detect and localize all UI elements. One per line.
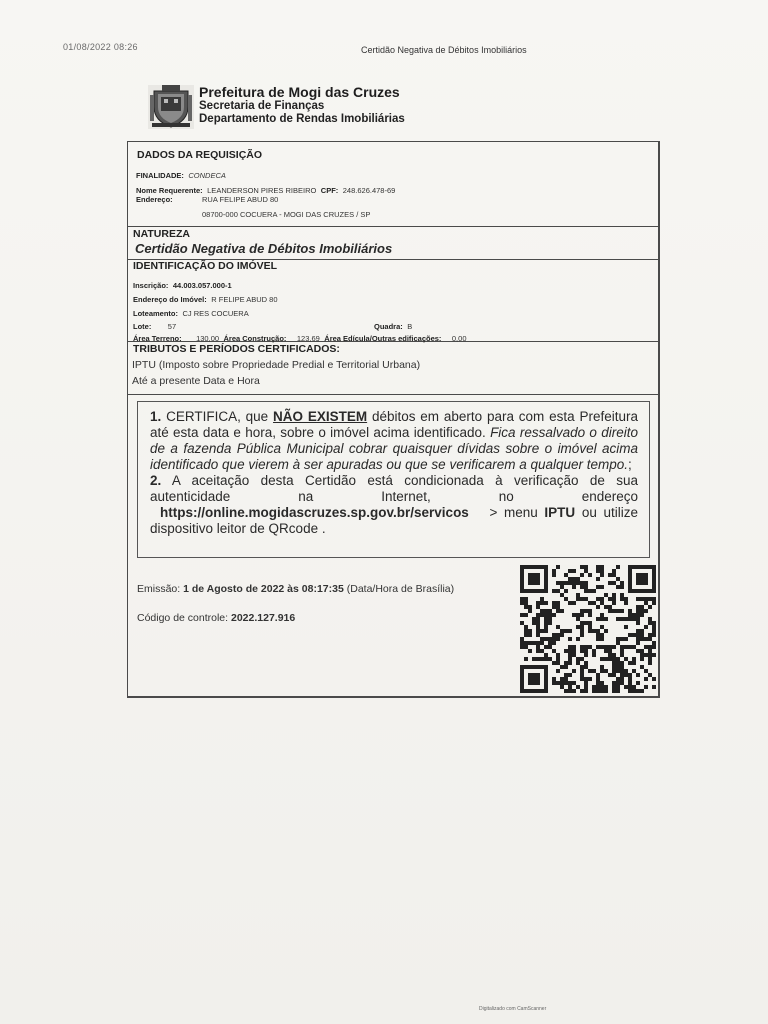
scanner-footer: Digitalizado com CamScanner bbox=[479, 1006, 547, 1012]
tributos-heading: TRIBUTOS E PERÍODOS CERTIFICADOS: bbox=[133, 343, 340, 355]
tributos-line2: Até a presente Data e Hora bbox=[132, 375, 260, 387]
item-1-number: 1. bbox=[150, 409, 162, 424]
controle-value: 2022.127.916 bbox=[230, 612, 296, 624]
controle-label: Código de controle: bbox=[137, 612, 229, 624]
item-1-text-c: débitos em aberto para com esta Prefeitura até esta data e hora, sobre o imóvel acima identificado. bbox=[150, 409, 638, 440]
lote-label: Lote: bbox=[133, 322, 152, 331]
quadra-label: Quadra: bbox=[374, 322, 403, 331]
loteamento-value: CJ RES COCUERA bbox=[182, 309, 249, 318]
org-departamento: Departamento de Rendas Imobiliárias bbox=[199, 113, 405, 126]
controle-line bbox=[137, 612, 295, 624]
section-requisicao bbox=[128, 142, 658, 227]
emissao-line bbox=[137, 583, 454, 595]
area-terreno-label: Área Terreno: bbox=[133, 334, 182, 343]
item-1-nao-existem: NÃO EXISTEM bbox=[273, 409, 368, 424]
requerente-value: LEANDERSON PIRES RIBEIRO bbox=[207, 186, 317, 195]
tributos-line1: IPTU (Imposto sobre Propriedade Predial e Territorial Urbana) bbox=[132, 359, 421, 371]
section-tributos bbox=[128, 341, 658, 395]
emissao-suffix: (Data/Hora de Brasília) bbox=[346, 583, 455, 595]
endereco-imovel-label: Endereço do Imóvel: bbox=[133, 295, 207, 304]
requerente-label: Nome Requerente: bbox=[136, 186, 203, 195]
emissao-value: 1 de Agosto de 2022 às 08:17:35 bbox=[183, 583, 344, 595]
endereco-imovel-value: R FELIPE ABUD 80 bbox=[211, 295, 278, 304]
validation-url-link[interactable]: https://online.mogidascruzes.sp.gov.br/servicos bbox=[160, 505, 469, 520]
item-2-text-a: A aceitação desta Certidão está condicionada à verificação de sua autenticidade na Internet, no endereço bbox=[150, 473, 638, 504]
item-1-ressalva: Fica ressalvado o direito de a fazenda Pública Municipal cobrar quaisquer dívidas sobre o imóvel acima identificado que vierem à ser apuradas ou que se verificarem a qualquer tempo. bbox=[150, 425, 638, 472]
area-construcao-value: 123,69 bbox=[296, 334, 320, 343]
natureza-heading: NATUREZA bbox=[133, 228, 190, 240]
item-2-menu: > menu bbox=[489, 505, 538, 520]
cpf-value: 248.626.478-69 bbox=[342, 186, 396, 195]
item-1-end: ; bbox=[628, 457, 632, 472]
item-2-text-d: ou utilize dispositivo leitor de QRcode . bbox=[150, 505, 638, 536]
area-edicula-value: 0,00 bbox=[451, 334, 467, 343]
certification-box bbox=[137, 401, 650, 558]
org-name: Prefeitura de Mogi das Cruzes bbox=[199, 84, 400, 100]
inscricao-value: 44.003.057.000-1 bbox=[172, 281, 232, 290]
certification-item-2 bbox=[150, 473, 638, 537]
area-construcao-label: Área Construção: bbox=[223, 334, 287, 343]
item-2-number: 2. bbox=[150, 473, 162, 488]
area-terreno-value: 130,00 bbox=[196, 334, 220, 343]
finalidade-value: CONDECA bbox=[188, 171, 226, 180]
endereco-label: Endereço: bbox=[136, 195, 173, 204]
requisicao-heading: DADOS DA REQUISIÇÃO bbox=[137, 149, 263, 161]
certificate-frame bbox=[127, 141, 660, 698]
print-date: 01/08/2022 08:26 bbox=[63, 42, 138, 52]
cpf-label: CPF: bbox=[320, 186, 339, 195]
section-imovel bbox=[128, 259, 658, 342]
coat-of-arms-icon bbox=[148, 85, 194, 129]
qr-code-icon[interactable] bbox=[520, 565, 656, 693]
item-1-text-a: CERTIFICA, que bbox=[166, 409, 269, 424]
org-block bbox=[199, 84, 405, 127]
org-secretaria: Secretaria de Finanças bbox=[199, 100, 325, 113]
endereco-line2: 08700-000 COCUERA - MOGI DAS CRUZES / SP bbox=[202, 210, 371, 219]
inscricao-label: Inscrição: bbox=[133, 281, 169, 290]
item-2-iptu: IPTU bbox=[544, 505, 576, 520]
endereco-line1: RUA FELIPE ABUD 80 bbox=[202, 195, 279, 204]
section-natureza bbox=[128, 226, 658, 260]
emissao-label: Emissão: bbox=[137, 583, 181, 595]
area-edicula-label: Área Edícula/Outras edificações: bbox=[324, 334, 442, 343]
lote-value: 57 bbox=[167, 322, 177, 331]
quadra-value: B bbox=[407, 322, 413, 331]
imovel-heading: IDENTIFICAÇÃO DO IMÓVEL bbox=[133, 260, 278, 272]
loteamento-label: Loteamento: bbox=[133, 309, 178, 318]
certification-item-1 bbox=[150, 409, 638, 473]
finalidade-label: FINALIDADE: bbox=[136, 171, 184, 180]
natureza-value: Certidão Negativa de Débitos Imobiliários bbox=[135, 241, 393, 256]
print-title: Certidão Negativa de Débitos Imobiliários bbox=[361, 45, 527, 55]
